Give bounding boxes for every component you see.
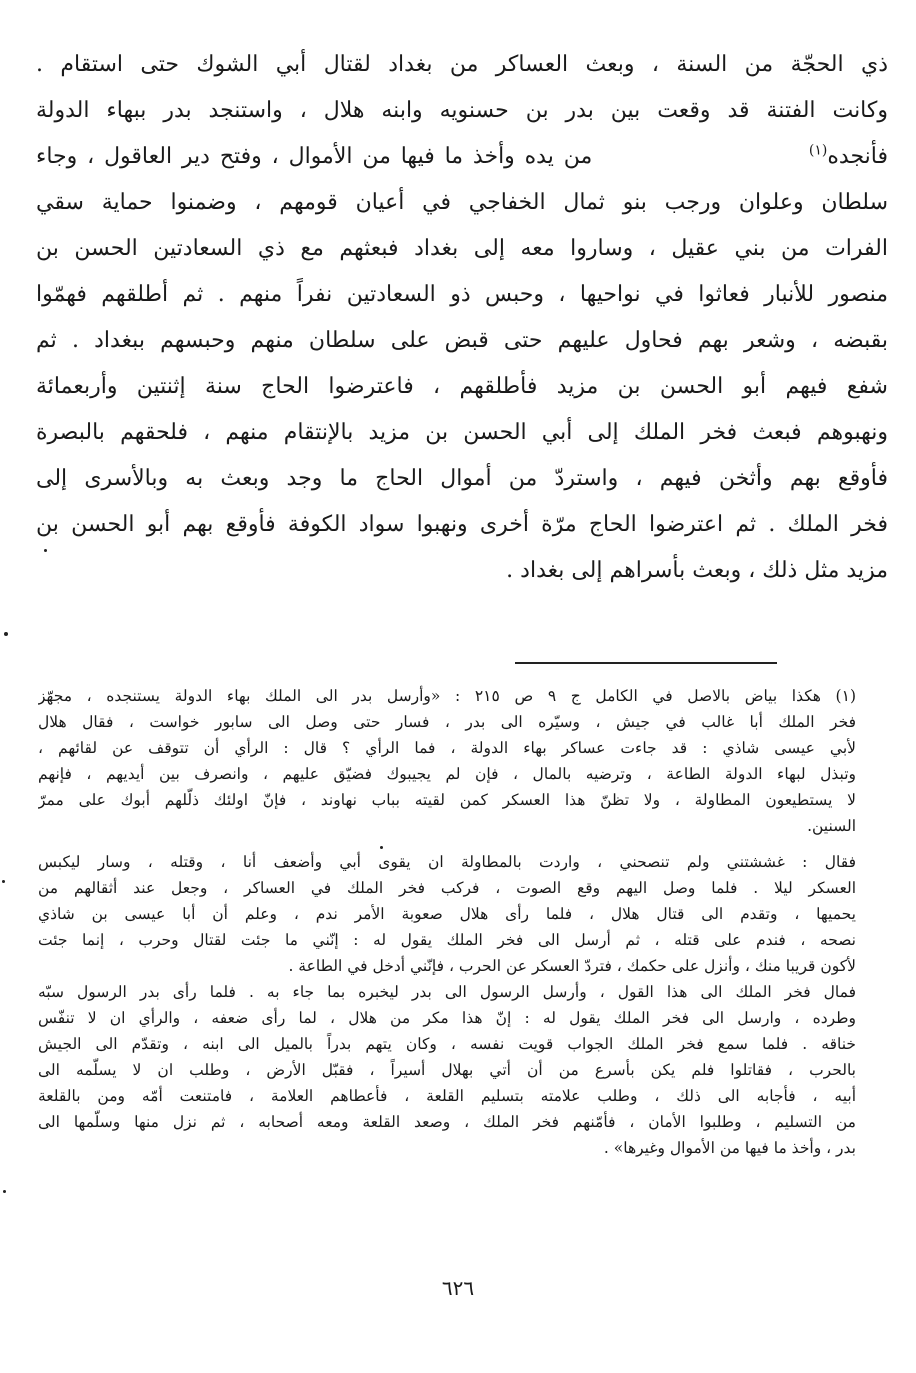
text-line (36, 134, 888, 180)
footnote-line: لأكون قريبا منك ، وأنزل على حكمك ، فتردّ العسكر عن الحرب ، فإنّني أدخل في الطاعة . (288, 957, 856, 975)
text-line: شفع فيهم أبو الحسن بن مزيد فأطلقهم ، فاعترضوا الحاج سنة إثنتين وأربعمائة (36, 374, 888, 399)
footnote-line: فخر الملك أبا غالب في جيش ، وسيّره الى بدر ، فسار حتى وصل الى سابور خواست ، فقال هلال (38, 713, 856, 731)
footnotes-block (38, 683, 856, 1161)
footnote-line: بالحرب ، فقاتلوا فلم يكن بأسرع من أن أتي بهلال أسيراً ، فقبّل الأرض ، وطلب ان لا يسلّمه الى (38, 1061, 856, 1079)
main-text-block (36, 42, 888, 594)
text-segment: فأنجده (827, 144, 888, 169)
footnote-line: وتبذل لبهاء الدولة الطاعة ، وترضيه بالمال ، فإن لم يجيبوك فضيّق عليهم ، وانصرف بين أيديهم ، فإنهم (38, 765, 856, 783)
footnote-reference: (١) (808, 142, 828, 159)
footnote-line: العسكر ليلا . فلما وصل اليهم وقع الصوت ، فركب فخر الملك في العساكر ، وجعل عند أثقالهم من (38, 879, 856, 897)
scan-speck (380, 846, 383, 849)
footnote-line: أبيه ، فأجابه الى ذلك ، وطلب علامته بتسليم القلعة ، فأعطاهم العلامة ، فامتنعت أمّه ومن بالقلعة (38, 1087, 856, 1105)
footnote-line: بدر ، وأخذ ما فيها من الأموال وغيرها» . (603, 1139, 856, 1157)
scan-speck (2, 880, 5, 883)
text-line: بقبضه ، وشعر بهم فحاول عليهم حتى قبض على سلطان منهم وحبسهم ببغداد . ثم (36, 328, 888, 353)
text-line: فأوقع بهم وأثخن فيهم ، واستردّ من أموال الحاج ما وجد وبعث به وبالأسرى إلى (36, 466, 888, 491)
footnote-line: فقال : غششتني ولم تنصحني ، واردت بالمطاولة ان يقوى أبي وأضعف أنا ، وقتله ، وسار ليكبس (38, 853, 856, 871)
footnote-line: (١) هكذا بياض بالاصل في الكامل ج ٩ ص ٢١٥ : «وأرسل بدر الى الملك بهاء الدولة يستنجده ، مجهّز (38, 687, 856, 705)
footnote-line: فمال فخر الملك الى هذا القول ، وأرسل الرسول الى بدر ليخبره بما جاء به . فلما رأى بدر الرسول سبّه (38, 983, 856, 1001)
scan-speck (44, 549, 47, 552)
footnote-line: لا يستطيعون المطاولة ، ولا تظنّ هذا العسكر كمن لقيته بباب نهاوند ، فإنّ اولئك ذلّلهم أبوك على ممرّ (38, 791, 856, 809)
text-line: ذي الحجّة من السنة ، وبعث العساكر من بغداد لقتال أبي الشوك حتى استقام . (36, 52, 888, 77)
footnote-line: السنين. (807, 817, 856, 835)
footnote-line: خناقه . فلما سمع فخر الملك الجواب قويت نفسه ، وكان يتهم بدراً بالميل الى ابنه ، وتقدّم الى الجيش (38, 1035, 856, 1053)
text-line: مزيد مثل ذلك ، وبعث بأسراهم إلى بغداد . (506, 558, 888, 583)
text-segment: من يده وأخذ ما فيها من الأموال ، وفتح دير العاقول ، وجاء (36, 144, 593, 169)
footnote-line: نصحه ، فندم على قتله ، ثم أرسل الى فخر الملك يقول له : إنّني ما جئت لقتال وحرب ، إنما جئت (38, 931, 856, 949)
page-number: ٦٢٦ (441, 1276, 475, 1300)
text-line: ونهبوهم فبعث فخر الملك إلى أبي الحسن بن مزيد بالإنتقام منهم ، فلحقهم بالبصرة (36, 420, 888, 445)
text-line: سلطان وعلوان ورجب بنو ثمال الخفاجي في أعيان قومهم ، وضمنوا حماية سقي (36, 190, 888, 215)
text-line: فخر الملك . ثم اعترضوا الحاج مرّة أخرى ونهبوا سواد الكوفة فأوقع بهم أبو الحسن بن (36, 512, 888, 537)
text-line: وكانت الفتنة قد وقعت بين بدر بن حسنويه وابنه هلال ، واستنجد بدر ببهاء الدولة (36, 98, 888, 123)
scan-speck (3, 1190, 6, 1193)
text-line: الفرات من بني عقيل ، وساروا معه إلى بغداد فبعثهم مع ذي السعادتين الحسن بن (36, 236, 888, 261)
footnote-separator (515, 662, 777, 664)
footnote-line: وطرده ، وارسل الى فخر الملك يقول له : إنّ هذا مكر من هلال ، لما رأى ضعفه ، والرأي ان لا تنفّس (38, 1009, 856, 1027)
paragraph-gap (38, 839, 856, 849)
scan-speck (4, 632, 8, 636)
footnote-line: من التسليم ، وطلبوا الأمان ، فأمّنهم فخر الملك ، وصعد القلعة ومعه أصحابه ، ثم نزل منها وسلّمها الى (38, 1113, 856, 1131)
text-line: منصور للأنبار فعاثوا في نواحيها ، وحبس ذو السعادتين نفراً منهم . ثم أطلقهم فهمّوا (36, 282, 888, 307)
footnote-line: يحميها ، وتقدم الى قتال هلال ، فلما رأى هلال صعوبة الأمر ندم ، وعلم أن أبا عيسى بن شاذي (38, 905, 856, 923)
footnote-line: لأبي عيسى شاذي : قد جاءت عساكر بهاء الدولة ، فما الرأي ؟ قال : الرأي أن تتوقف عن لقائهم ، (38, 739, 856, 757)
